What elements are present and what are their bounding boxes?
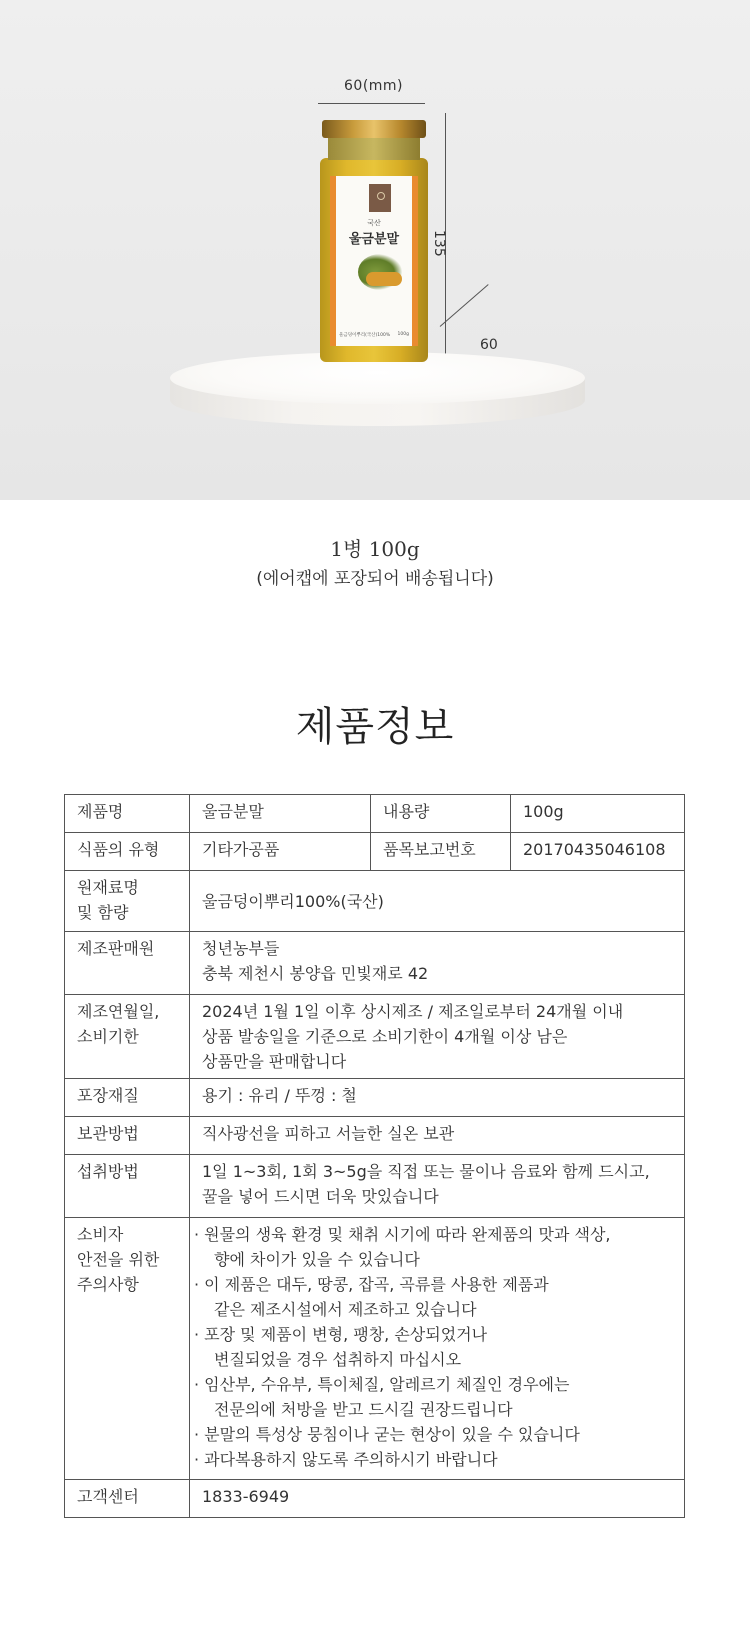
row-label-date: 제조연월일, 소비기한	[65, 995, 190, 1079]
row-label-report-number: 품목보고번호	[371, 833, 511, 871]
jar-label-weight: 100g	[397, 332, 409, 337]
caution-value	[190, 1218, 685, 1480]
caution-line: · 이 제품은 대두, 땅콩, 잡곡, 곡류를 사용한 제품과	[194, 1275, 549, 1294]
caution-line: 전문의에 처방을 받고 드시길 권장드립니다	[214, 1400, 513, 1419]
ingredients-value: 울금덩이뿌리100%(국산)	[190, 871, 685, 932]
caption-weight: 1병 100g	[330, 537, 420, 561]
row-label-ingredients: 원재료명 및 함량	[65, 871, 190, 932]
package-value: 용기 : 유리 / 뚜껑 : 철	[190, 1079, 685, 1117]
customer-center-value: 1833-6949	[190, 1480, 685, 1518]
row-label-customer-center: 고객센터	[65, 1480, 190, 1518]
row-label-storage: 보관방법	[65, 1117, 190, 1155]
caution-line: 같은 제조시설에서 제조하고 있습니다	[214, 1300, 477, 1319]
caution-line: 변질되었을 경우 섭취하지 마십시오	[214, 1350, 462, 1369]
food-type-value: 기타가공품	[190, 833, 371, 871]
jar-label-ingredients: 울금덩이뿌리(국산)100%	[339, 333, 391, 338]
row-label-caution: 소비자 안전을 위한 주의사항	[65, 1218, 190, 1480]
date-value: 2024년 1월 1일 이후 상시제조 / 제조일로부터 24개월 이내 상품 발송일을 기준으로 소비기한이 4개월 이상 남은 상품만을 판매합니다	[190, 995, 685, 1079]
jar-neck	[328, 138, 420, 160]
table-row	[65, 1155, 685, 1218]
jar-label-origin: 국산	[367, 219, 381, 227]
product-info-table	[64, 794, 685, 1518]
caution-line: 향에 차이가 있을 수 있습니다	[214, 1250, 420, 1269]
row-label-food-type: 식품의 유형	[65, 833, 190, 871]
dimension-depth-label: 60	[480, 337, 498, 353]
intake-value: 1일 1~3회, 1회 3~5g을 직접 또는 물이나 음료와 함께 드시고, 꿀을 넣어 드시면 더욱 맛있습니다	[190, 1155, 685, 1218]
caution-line: · 분말의 특성상 뭉침이나 굳는 현상이 있을 수 있습니다	[194, 1425, 580, 1444]
caution-line: · 임산부, 수유부, 특이체질, 알레르기 체질인 경우에는	[194, 1375, 570, 1394]
row-label-seller: 제조판매원	[65, 932, 190, 995]
turmeric-root-illustration	[366, 272, 402, 286]
table-row	[65, 1079, 685, 1117]
dimension-width-label: 60(mm)	[344, 78, 404, 94]
table-row	[65, 932, 685, 995]
storage-value: 직사광선을 피하고 서늘한 실온 보관	[190, 1117, 685, 1155]
product-jar	[320, 120, 428, 362]
jar-label-name: 울금분말	[348, 232, 400, 247]
report-number-value: 20170435046108	[511, 833, 685, 871]
table-row	[65, 795, 685, 833]
table-row	[65, 833, 685, 871]
jar-lid	[322, 120, 426, 138]
product-caption	[0, 534, 750, 594]
jar-label-footer	[336, 332, 412, 338]
caution-line: · 원물의 생육 환경 및 채취 시기에 따라 완제품의 맛과 색상,	[194, 1225, 611, 1244]
product-photo	[0, 0, 750, 500]
table-row	[65, 1218, 685, 1480]
section-title: 제품정보	[295, 704, 455, 750]
table-row	[65, 1117, 685, 1155]
table-row	[65, 871, 685, 932]
dimension-height-label: 135	[431, 230, 447, 257]
volume-value: 100g	[511, 795, 685, 833]
jar-label	[330, 176, 418, 346]
row-label-product-name: 제품명	[65, 795, 190, 833]
caution-line: · 포장 및 제품이 변형, 팽창, 손상되었거나	[194, 1325, 488, 1344]
caption-shipping-note: (에어캡에 포장되어 배송됩니다)	[256, 569, 494, 589]
brand-logo-icon	[369, 184, 391, 212]
dimension-depth-line	[440, 284, 489, 327]
dimension-width-line	[318, 103, 425, 104]
seller-value: 청년농부들 충북 제천시 봉양읍 민빛재로 42	[190, 932, 685, 995]
table-row	[65, 1480, 685, 1518]
row-label-volume: 내용량	[371, 795, 511, 833]
caution-line: · 과다복용하지 않도록 주의하시기 바랍니다	[194, 1450, 498, 1469]
product-name-value: 울금분말	[190, 795, 371, 833]
row-label-intake: 섭취방법	[65, 1155, 190, 1218]
table-row	[65, 995, 685, 1079]
row-label-package: 포장재질	[65, 1079, 190, 1117]
